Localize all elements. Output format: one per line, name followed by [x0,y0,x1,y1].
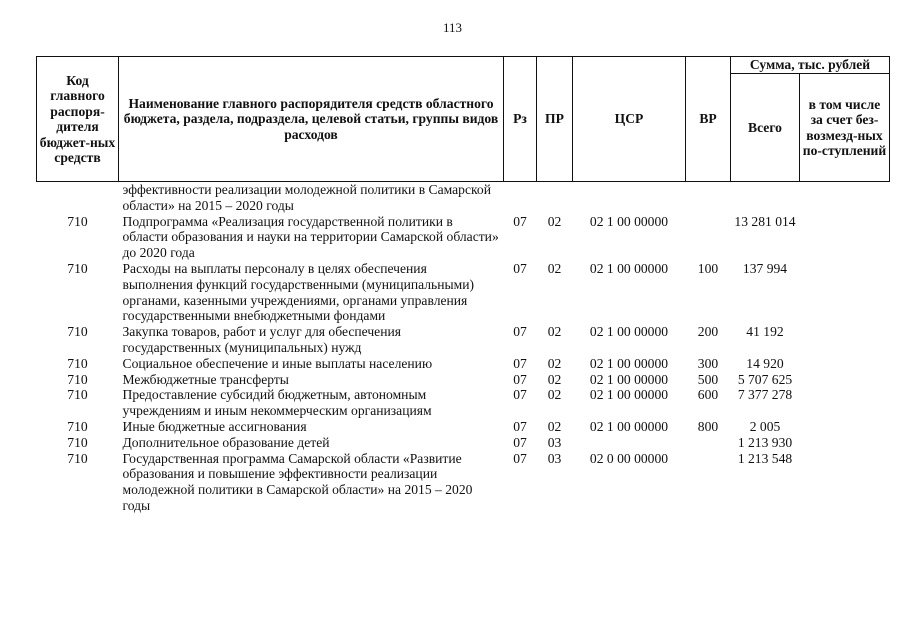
cell-kod [37,182,119,214]
cell-incl [800,451,890,514]
cell-rz: 07 [513,213,527,229]
cell-pr: 02 [547,213,562,229]
cell-pr: 03 [547,434,562,450]
cell-kod: 710 [67,324,88,340]
cell-pr: 02 [547,355,562,371]
cell-rz: 07 [513,434,527,450]
cell-total [731,182,800,214]
cell-total: 13 281 014 [734,213,796,229]
cell-incl [800,214,890,261]
table-row [37,261,890,324]
table-row [37,182,890,214]
cell-incl [800,324,890,356]
cell-total: 14 920 [746,355,784,371]
table-header [37,57,890,182]
cell-vr: 500 [697,371,719,387]
cell-csr: 02 1 00 00000 [589,387,669,403]
cell-incl [800,419,890,435]
cell-incl [800,387,890,419]
cell-total: 2 005 [749,418,781,434]
cell-csr: 02 1 00 00000 [589,418,669,434]
cell-vr [686,214,731,261]
cell-vr: 100 [697,260,719,276]
table-row [37,435,890,451]
header-total: Всего [731,74,800,182]
cell-incl [800,182,890,214]
cell-vr [686,451,731,514]
cell-kod: 710 [67,418,88,434]
table-row [37,419,890,435]
cell-csr [573,182,686,214]
cell-pr: 02 [547,387,562,403]
page-number: 113 [442,20,463,35]
header-name: Наименование главного распорядителя средств областного бюджета, раздела, подраздела, целевой статьи, группы видов расходов [119,57,504,182]
cell-incl [800,356,890,372]
cell-csr: 02 1 00 00000 [589,213,669,229]
header-kod: Код главного распоря-дителя бюджет-ных средств [37,57,119,182]
cell-total: 1 213 548 [737,450,793,466]
cell-pr [537,182,573,214]
cell-name: Межбюджетные трансферты [122,371,289,387]
table-row [37,324,890,356]
table-row [37,372,890,388]
cell-csr: 02 1 00 00000 [589,371,669,387]
cell-vr: 600 [697,387,719,403]
cell-kod: 710 [67,355,88,371]
table-row [37,356,890,372]
header-pr: ПР [537,57,573,182]
cell-kod: 710 [67,387,88,403]
table-row [37,387,890,419]
cell-rz: 07 [513,387,527,403]
cell-vr [686,182,731,214]
cell-kod: 710 [67,450,88,466]
budget-table [36,56,890,514]
cell-vr: 200 [697,324,719,340]
cell-name: Дополнительное образование детей [122,434,330,450]
cell-pr: 03 [547,450,562,466]
cell-rz [504,182,537,214]
cell-rz: 07 [513,450,527,466]
cell-kod: 710 [67,434,88,450]
cell-name: Государственная программа Самарской области «Развитие образования и повышение эффективности реализации молодежной политики в Самарской области» на 2015 – 2020 годы [122,450,473,513]
cell-kod: 710 [67,260,88,276]
header-sum: Сумма, тыс. рублей [731,57,890,74]
cell-name: Расходы на выплаты персоналу в целях обеспечения выполнения функций государственными (муниципальными) органами, казенными учреждениями, органами управления государственными внебюджетными фондами [122,260,475,324]
table-body [37,182,890,514]
cell-rz: 07 [513,371,527,387]
cell-incl [800,435,890,451]
cell-total: 137 994 [742,260,788,276]
header-incl: в том числе за счет без-возмезд-ных по-ступлений [800,74,890,182]
cell-total: 7 377 278 [737,387,793,403]
cell-vr: 800 [697,418,719,434]
cell-pr: 02 [547,260,562,276]
cell-kod: 710 [67,371,88,387]
cell-name: Социальное обеспечение и иные выплаты населению [122,355,433,371]
header-csr: ЦСР [573,57,686,182]
cell-vr [686,435,731,451]
cell-pr: 02 [547,324,562,340]
cell-rz: 07 [513,324,527,340]
cell-total: 5 707 625 [737,371,793,387]
cell-pr: 02 [547,371,562,387]
cell-rz: 07 [513,418,527,434]
table-row [37,214,890,261]
cell-csr: 02 1 00 00000 [589,260,669,276]
cell-vr: 300 [697,355,719,371]
cell-incl [800,372,890,388]
cell-pr: 02 [547,418,562,434]
cell-name: эффективности реализации молодежной политики в Самарской области» на 2015 – 2020 годы [122,182,491,213]
cell-csr: 02 1 00 00000 [589,355,669,371]
header-vr: ВР [686,57,731,182]
cell-name: Закупка товаров, работ и услуг для обеспечения государственных (муниципальных) нужд [122,324,401,355]
cell-name: Иные бюджетные ассигнования [122,418,307,434]
cell-csr [573,435,686,451]
cell-csr: 02 0 00 00000 [589,450,669,466]
cell-rz: 07 [513,355,527,371]
header-rz: Рз [504,57,537,182]
cell-kod: 710 [67,213,88,229]
cell-total: 1 213 930 [737,434,793,450]
cell-csr: 02 1 00 00000 [589,324,669,340]
cell-name: Предоставление субсидий бюджетным, автономным учреждениям и иным некоммерческим организациям [122,387,432,419]
cell-name: Подпрограмма «Реализация государственной политики в области образования и науки на территории Самарской области» до 2020 года [122,213,499,261]
cell-incl [800,261,890,324]
cell-total: 41 192 [746,324,784,340]
cell-rz: 07 [513,260,527,276]
table-row [37,451,890,514]
